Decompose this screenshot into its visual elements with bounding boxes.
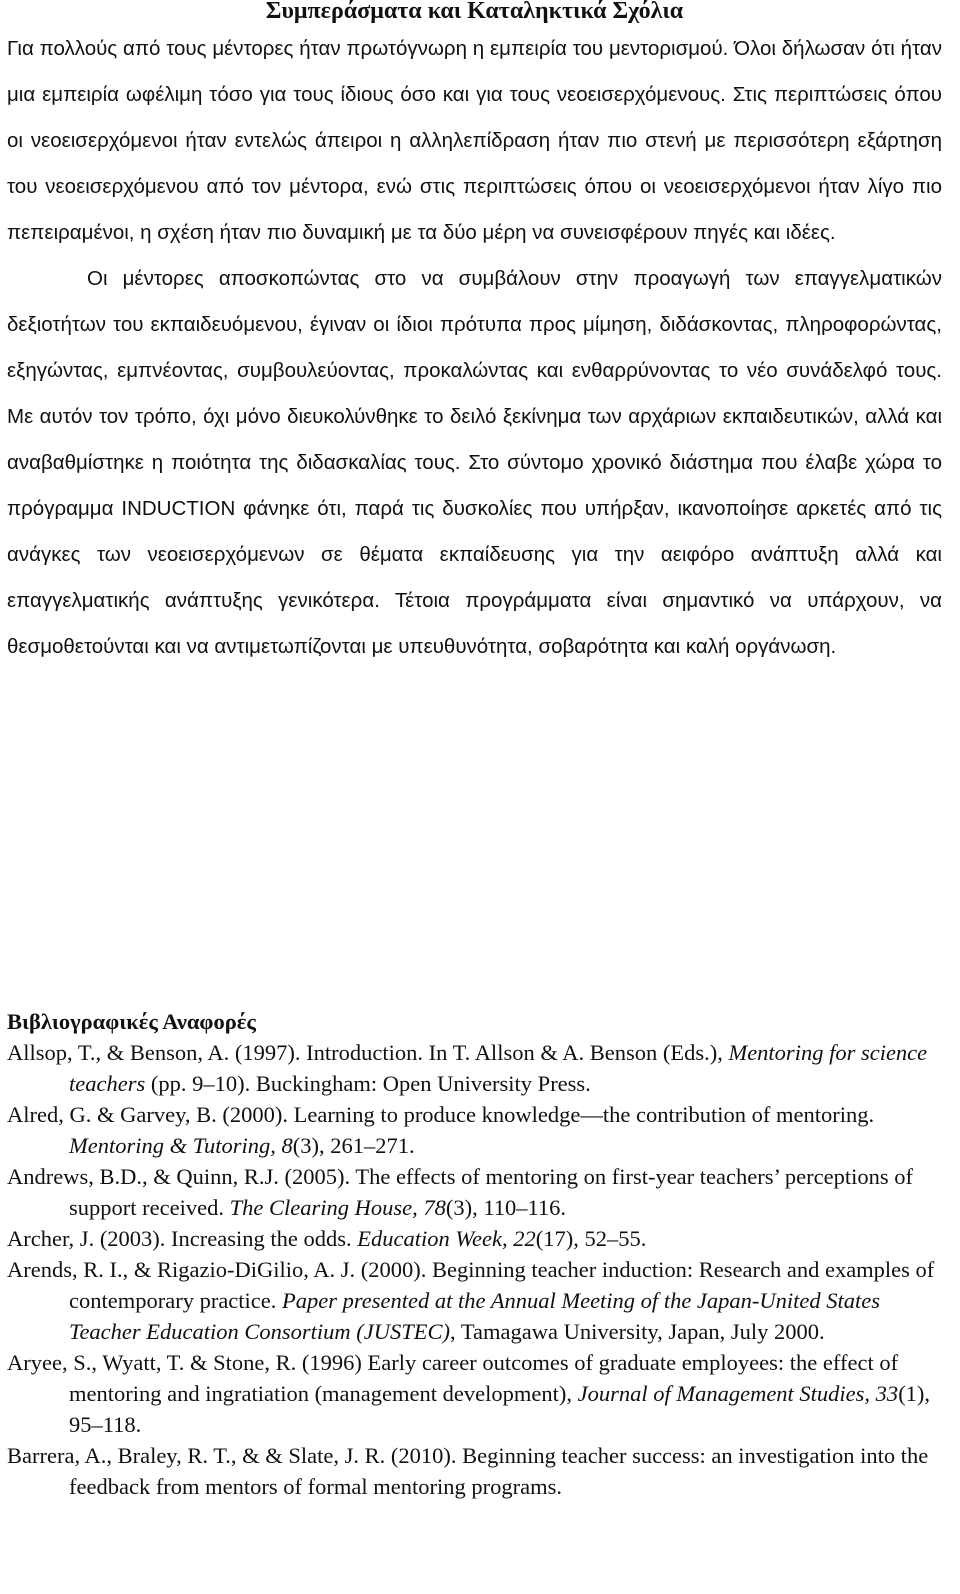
reference-item: Andrews, B.D., & Quinn, R.J. (2005). The effects of mentoring on first-year teachers’ perceptions of support received. The Clearing House, 78(3), 110–116. bbox=[7, 1164, 914, 1220]
reference-item: Barrera, A., Braley, R. T., & & Slate, J. R. (2010). Beginning teacher success: an investigation into the feedback from mentors of formal mentoring programs. bbox=[7, 1443, 929, 1499]
reference-item: Aryee, S., Wyatt, T. & Stone, R. (1996) Early career outcomes of graduate employees: the effect of mentoring and ingratiation (management development), Journal of Management Studies, 33(1), 95–118. bbox=[7, 1350, 931, 1437]
reference-item: Allsop, T., & Benson, A. (1997). Introduction. In T. Allson & A. Benson (Eds.), Mentoring for science teachers (pp. 9–10). Buckingham: Open University Press. bbox=[7, 1040, 928, 1096]
reference-item: Archer, J. (2003). Increasing the odds. Education Week, 22(17), 52–55. bbox=[7, 1226, 647, 1251]
body-paragraph-2: Οι μέντορες αποσκοπώντας στο να συμβάλουν στην προαγωγή των επαγγελματικών δεξιοτήτων του εκπαιδευόμενου, έγιναν οι ίδιοι πρότυπα προς μίμηση, διδάσκοντας, πληροφορώντας, εξηγώντας, εμπνέοντας, συμβουλεύοντας, προκαλώντας και ενθαρρύνοντας το νέο συνάδελφό τους. Με αυτόν τον τρόπο, όχι μόνο διευκολύνθηκε το δειλό ξεκίνημα των αρχάριων εκπαιδευτικών, αλλά και αναβαθμίστηκε η ποιότητα της διδασκαλίας τους. Στο σύντομο χρονικό διάστημα που έλαβε χώρα το πρόγραμμα INDUCTION φάνηκε ότι, παρά τις δυσκολίες που υπήρξαν, ικανοποίησε αρκετές από τις ανάγκες των νεοεισερχόμενων σε θέματα εκπαίδευσης για την αειφόρο ανάπτυξη αλλά και επαγγελματικής ανάπτυξης γενικότερα. Τέτοια προγράμματα είναι σημαντικό να υπάρχουν, να θεσμοθετούνται και να αντιμετωπίζονται με υπευθυνότητα, σοβαρότητα και καλή οργάνωση. bbox=[7, 267, 942, 658]
references-section bbox=[7, 1006, 942, 1502]
references-heading: Βιβλιογραφικές Αναφορές bbox=[7, 1009, 256, 1034]
reference-item: Arends, R. I., & Rigazio-DiGilio, A. J. (2000). Beginning teacher induction: Research and examples of contemporary practice. Paper presented at the Annual Meeting of the Japan-United States Teacher Education Consortium (JUSTEC), Tamagawa University, Japan, July 2000. bbox=[7, 1257, 935, 1344]
reference-item: Alred, G. & Garvey, B. (2000). Learning to produce knowledge—the contribution of mentoring. Mentoring & Tutoring, 8(3), 261–271. bbox=[7, 1102, 875, 1158]
document-page bbox=[7, 0, 942, 1499]
section-title: Συμπεράσματα και Καταληκτικά Σχόλια bbox=[265, 0, 684, 24]
body-paragraph-1: Για πολλούς από τους μέντορες ήταν πρωτόγνωρη η εμπειρία του μεντορισμού. Όλοι δήλωσαν ότι ήταν μια εμπειρία ωφέλιμη τόσο για τους ίδιους όσο και για τους νεοεισερχόμενους. Στις περιπτώσεις όπου οι νεοεισερχόμενοι ήταν εντελώς άπειροι η αλληλεπίδραση ήταν πιο στενή με περισσότερη εξάρτηση του νεοεισερχόμενου από τον μέντορα, ενώ στις περιπτώσεις όπου οι νεοεισερχόμενοι ήταν λίγο πιο πεπειραμένοι, η σχέση ήταν πιο δυναμική με τα δύο μέρη να συνεισφέρουν πηγές και ιδέες. bbox=[7, 37, 942, 244]
